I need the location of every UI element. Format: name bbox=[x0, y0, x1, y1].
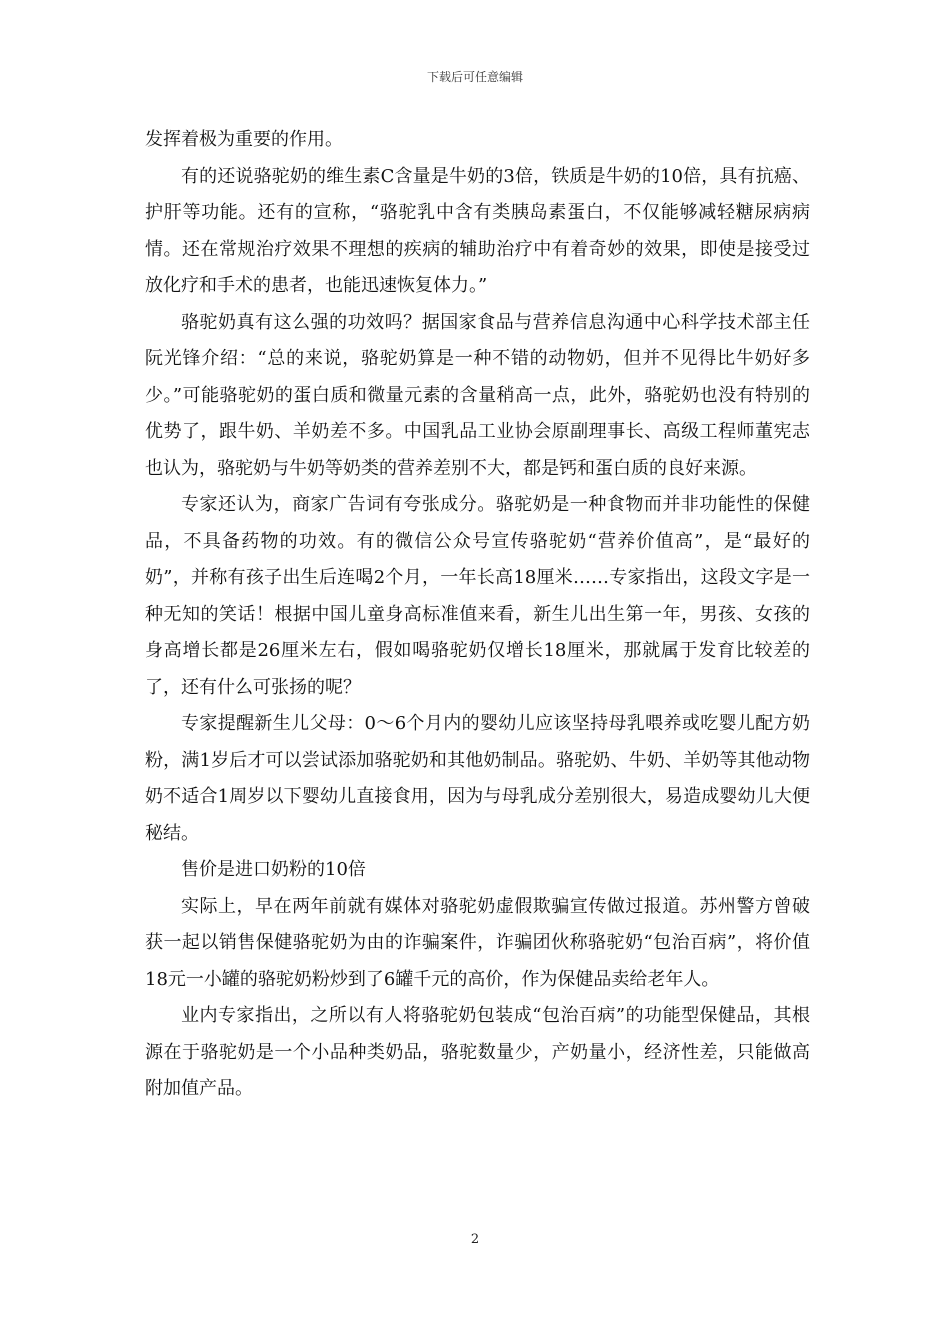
paragraph-8: 业内专家指出，之所以有人将骆驼奶包装成“包治百病”的功能型保健品，其根源在于骆驼奶是一个小品种类奶品，骆驼数量少，产奶量小，经济性差，只能做高附加值产品。 bbox=[145, 1005, 810, 1099]
section-subheading: 售价是进口奶粉的10倍 bbox=[181, 859, 366, 880]
paragraph-1: 发挥着极为重要的作用。 bbox=[145, 129, 343, 150]
paragraph-7: 实际上，早在两年前就有媒体对骆驼奶虚假欺骗宣传做过报道。苏州警方曾破获一起以销售保健骆驼奶为由的诈骗案件，诈骗团伙称骆驼奶“包治百病”，将价值18元一小罐的骆驼奶粉炒到了6罐千元的高价，作为保健品卖给老年人。 bbox=[145, 895, 810, 990]
paragraph-3: 骆驼奶真有这么强的功效吗？据国家食品与营养信息沟通中心科学技术部主任阮光锋介绍：“总的来说，骆驼奶算是一种不错的动物奶，但并不见得比牛奶好多少。”可能骆驼奶的蛋白质和微量元素的含量稍高一点，此外，骆驼奶也没有特别的优势了，跟牛奶、羊奶差不多。中国乳品工业协会原副理事长、高级工程师董宪志也认为，骆驼奶与牛奶等奶类的营养差别不大，都是钙和蛋白质的良好来源。 bbox=[145, 311, 810, 479]
paragraph-5: 专家提醒新生儿父母：0～6个月内的婴幼儿应该坚持母乳喂养或吃婴儿配方奶粉，满1岁后才可以尝试添加骆驼奶和其他奶制品。骆驼奶、牛奶、羊奶等其他动物奶不适合1周岁以下婴幼儿直接食用，因为与母乳成分差别很大，易造成婴幼儿大便秘结。 bbox=[145, 713, 810, 844]
document-body bbox=[145, 122, 810, 1108]
paragraph-2: 有的还说骆驼奶的维生素C含量是牛奶的3倍，铁质是牛奶的10倍，具有抗癌、护肝等功能。还有的宣称，“骆驼乳中含有类胰岛素蛋白，不仅能够减轻糖尿病病情。还在常规治疗效果不理想的疾病的辅助治疗中有着奇妙的效果，即使是接受过放化疗和手术的患者，也能迅速恢复体力。” bbox=[145, 165, 810, 296]
page-number: 2 bbox=[470, 1232, 480, 1247]
paragraph-4: 专家还认为，商家广告词有夸张成分。骆驼奶是一种食物而并非功能性的保健品，不具备药物的功效。有的微信公众号宣传骆驼奶“营养价值高”，是“最好的奶”，并称有孩子出生后连喝2个月，一年长高18厘米……专家指出，这段文字是一种无知的笑话！根据中国儿童身高标准值来看，新生儿出生第一年，男孩、女孩的身高增长都是26厘米左右，假如喝骆驼奶仅增长18厘米，那就属于发育比较差的了，还有什么可张扬的呢？ bbox=[145, 494, 810, 698]
page-header: 下载后可任意编辑 bbox=[426, 70, 523, 84]
